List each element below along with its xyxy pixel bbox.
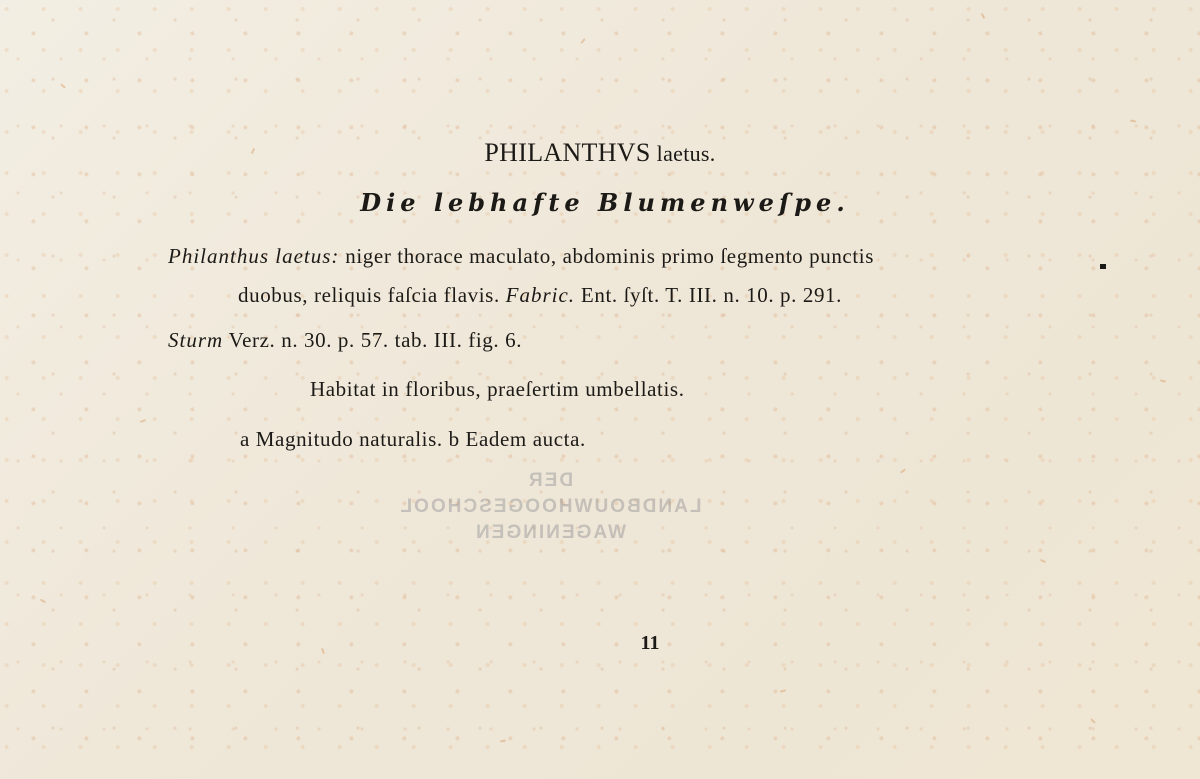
stamp-line-1: DER xyxy=(526,470,574,491)
species-title xyxy=(0,138,1200,168)
description-line-1 xyxy=(168,244,874,269)
sturm-author: Sturm xyxy=(168,328,224,352)
description-taxon-name: Philanthus laetus: xyxy=(168,244,340,268)
description-text-2: duobus, reliquis faſcia flavis. xyxy=(238,283,506,307)
stamp-line-3: WAGENINGEN xyxy=(474,522,626,543)
description-line-2 xyxy=(238,283,842,308)
species-name: laetus. xyxy=(656,141,716,166)
margin-mark xyxy=(1100,264,1106,269)
genus-name: PHILANTHVS xyxy=(484,138,651,167)
description-text-1: niger thorace maculato, abdominis primo ſegmento punctis xyxy=(339,244,874,268)
german-common-name: Die lebhafte Blumenweſpe. xyxy=(360,188,850,217)
description-ref-citation: Ent. ſyſt. T. III. n. 10. p. 291. xyxy=(575,283,842,307)
sturm-reference xyxy=(168,328,522,353)
magnitude-line: a Magnitudo naturalis. b Eadem aucta. xyxy=(240,427,586,451)
library-stamp-bleedthrough xyxy=(370,468,730,546)
stamp-line-2: LANDBOUWHOOGESCHOOL xyxy=(398,496,702,517)
sturm-citation: Verz. n. 30. p. 57. tab. III. fig. 6. xyxy=(223,328,523,352)
habitat-line: Habitat in floribus, praeſertim umbellatis. xyxy=(310,377,685,401)
description-ref-author: Fabric. xyxy=(505,283,576,307)
page-number: 11 xyxy=(640,632,660,654)
